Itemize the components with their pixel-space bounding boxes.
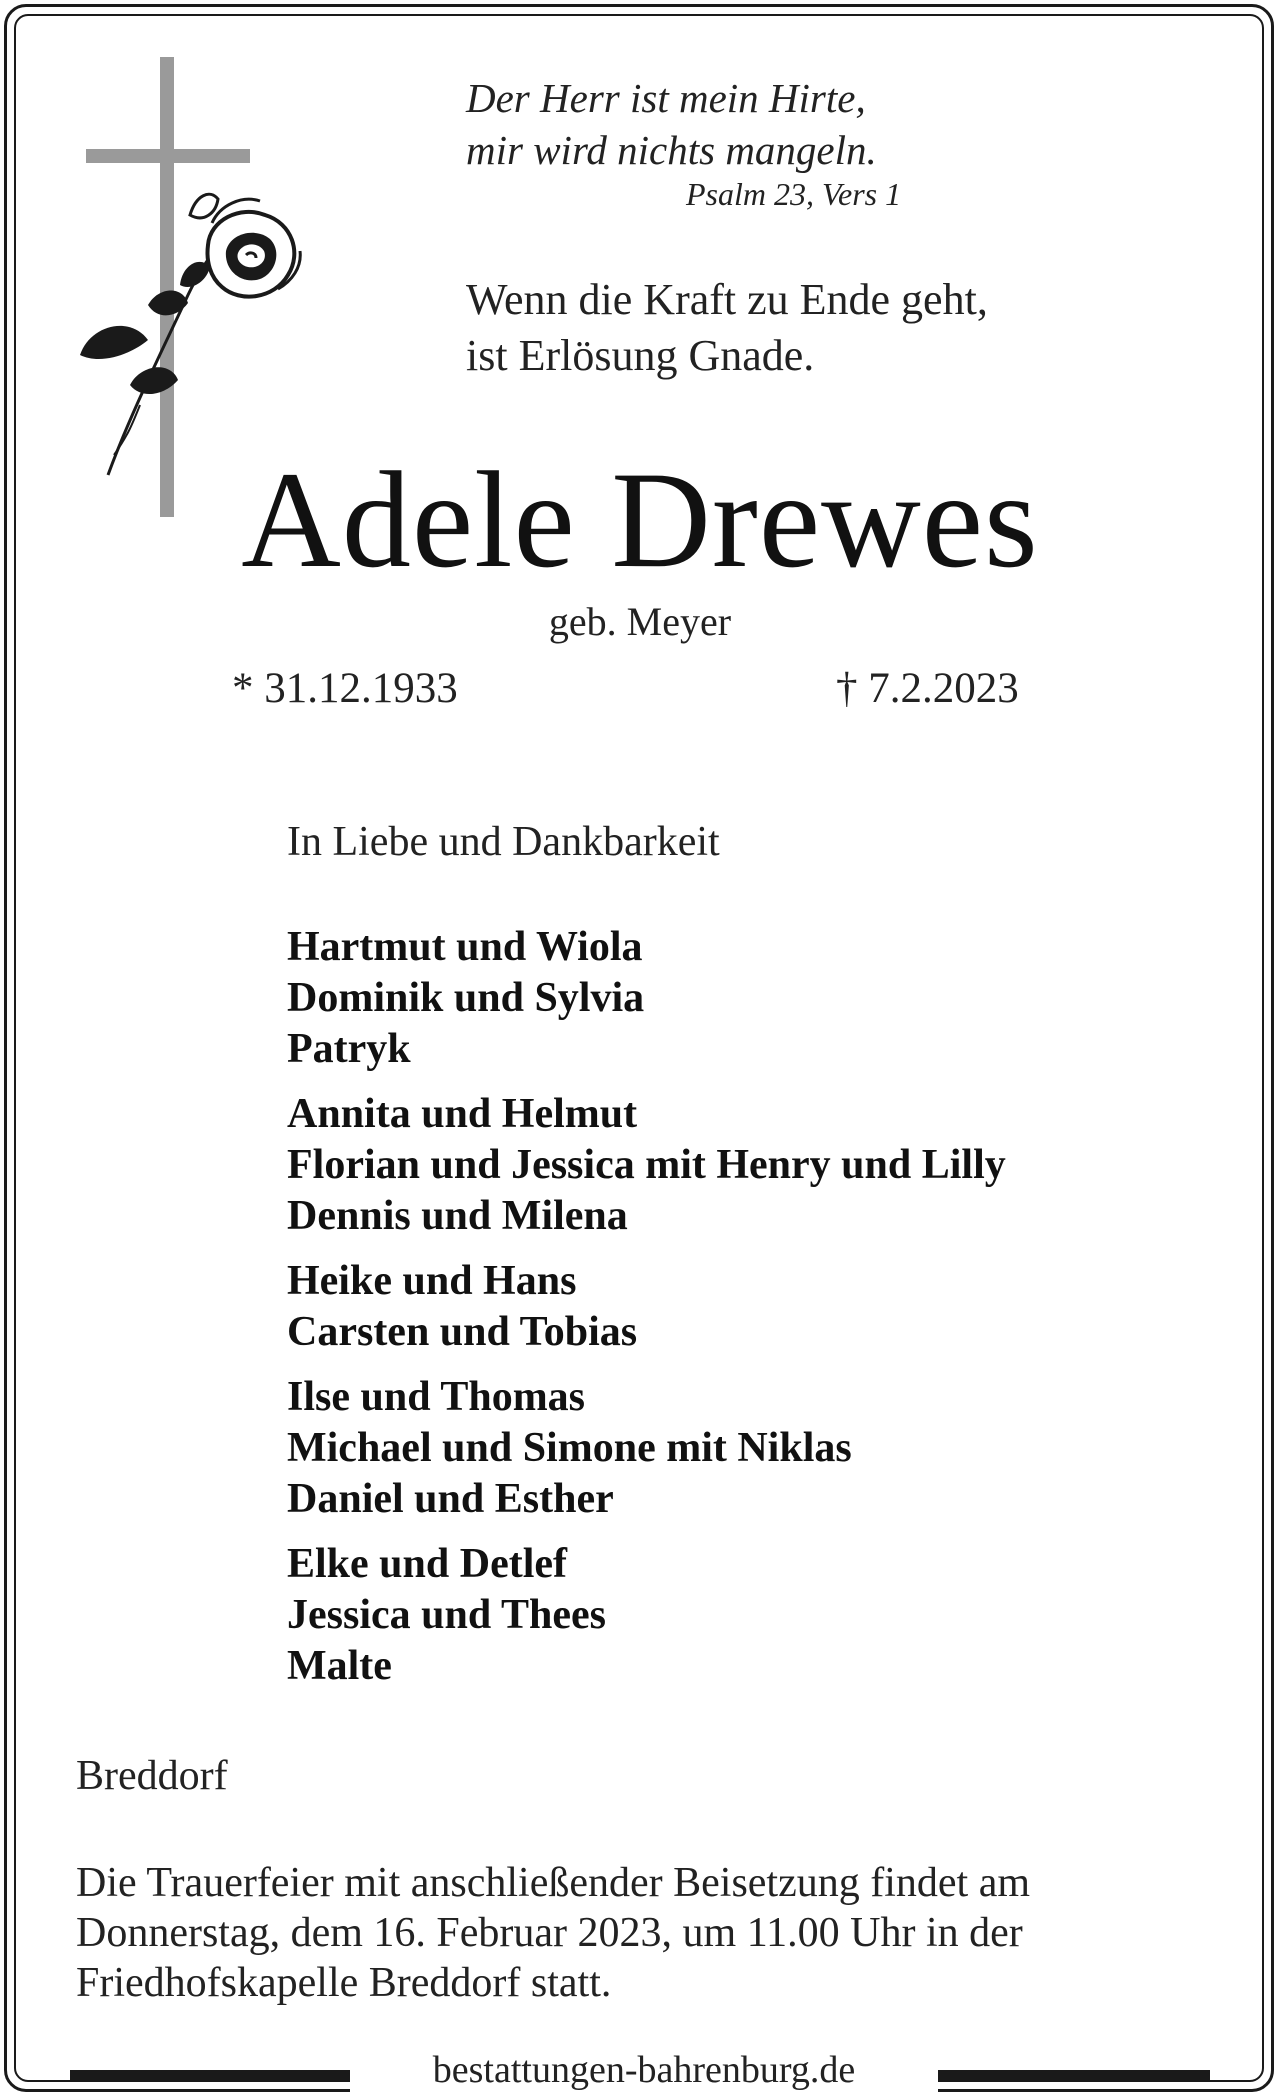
comfort-line-2: ist Erlösung Gnade. <box>466 331 815 380</box>
rose-leaf <box>180 262 210 287</box>
psalm-reference: Psalm 23, Vers 1 <box>686 176 902 212</box>
deceased-name: Adele Drewes <box>241 443 1039 596</box>
mourner-line: Dennis und Milena <box>287 1193 628 1239</box>
mourner-line: Annita und Helmut <box>287 1091 638 1137</box>
birth-name: geb. Meyer <box>548 599 732 644</box>
footer-bar-right <box>938 2070 1210 2080</box>
rose-bloom <box>208 199 301 296</box>
rose-leaf <box>80 326 148 359</box>
birth-date: * 31.12.1933 <box>232 665 458 712</box>
mourner-line: Elke und Detlef <box>287 1541 568 1587</box>
mourner-group <box>287 1256 1187 1358</box>
mourner-line: Ilse und Thomas <box>287 1374 586 1420</box>
psalm-line-1: Der Herr ist mein Hirte, <box>466 75 866 121</box>
mourner-line: Malte <box>287 1643 392 1689</box>
funeral-notice <box>76 1858 1216 2008</box>
rose-leaf <box>148 290 188 315</box>
mourner-line: Hartmut und Wiola <box>287 924 643 970</box>
place-name: Breddorf <box>76 1753 228 1799</box>
cross-horizontal-beam <box>86 149 250 163</box>
mourners-list <box>287 922 1187 1706</box>
psalm-quote <box>466 72 986 176</box>
mourner-line: Florian und Jessica mit Henry und Lilly <box>287 1142 1006 1188</box>
mourner-line: Michael und Simone mit Niklas <box>287 1425 852 1471</box>
mourner-line: Daniel und Esther <box>287 1476 614 1522</box>
mourner-line: Carsten und Tobias <box>287 1309 638 1355</box>
comfort-line-1: Wenn die Kraft zu Ende geht, <box>466 275 988 324</box>
mourner-line: Jessica und Thees <box>287 1592 606 1638</box>
footer-bar-left <box>70 2070 350 2080</box>
mourner-line: Dominik und Sylvia <box>287 975 645 1021</box>
psalm-line-2: mir wird nichts mangeln. <box>466 127 877 173</box>
death-date: † 7.2.2023 <box>836 665 1019 712</box>
mourner-group <box>287 922 1187 1075</box>
notice-line-2: Donnerstag, dem 16. Februar 2023, um 11.00 Uhr in der <box>76 1910 1023 1956</box>
notice-line-1: Die Trauerfeier mit anschließender Beisetzung findet am <box>76 1860 1031 1906</box>
notice-line-3: Friedhofskapelle Breddorf statt. <box>76 1960 612 2006</box>
funeral-home-url[interactable]: bestattungen-bahrenburg.de <box>350 2048 938 2092</box>
mourner-group <box>287 1539 1187 1692</box>
comfort-quote <box>466 272 1086 384</box>
mourner-group <box>287 1089 1187 1242</box>
mourners-intro: In Liebe und Dankbarkeit <box>287 819 720 865</box>
mourner-line: Heike und Hans <box>287 1258 577 1304</box>
mourner-line: Patryk <box>287 1026 411 1072</box>
mourner-group <box>287 1372 1187 1525</box>
